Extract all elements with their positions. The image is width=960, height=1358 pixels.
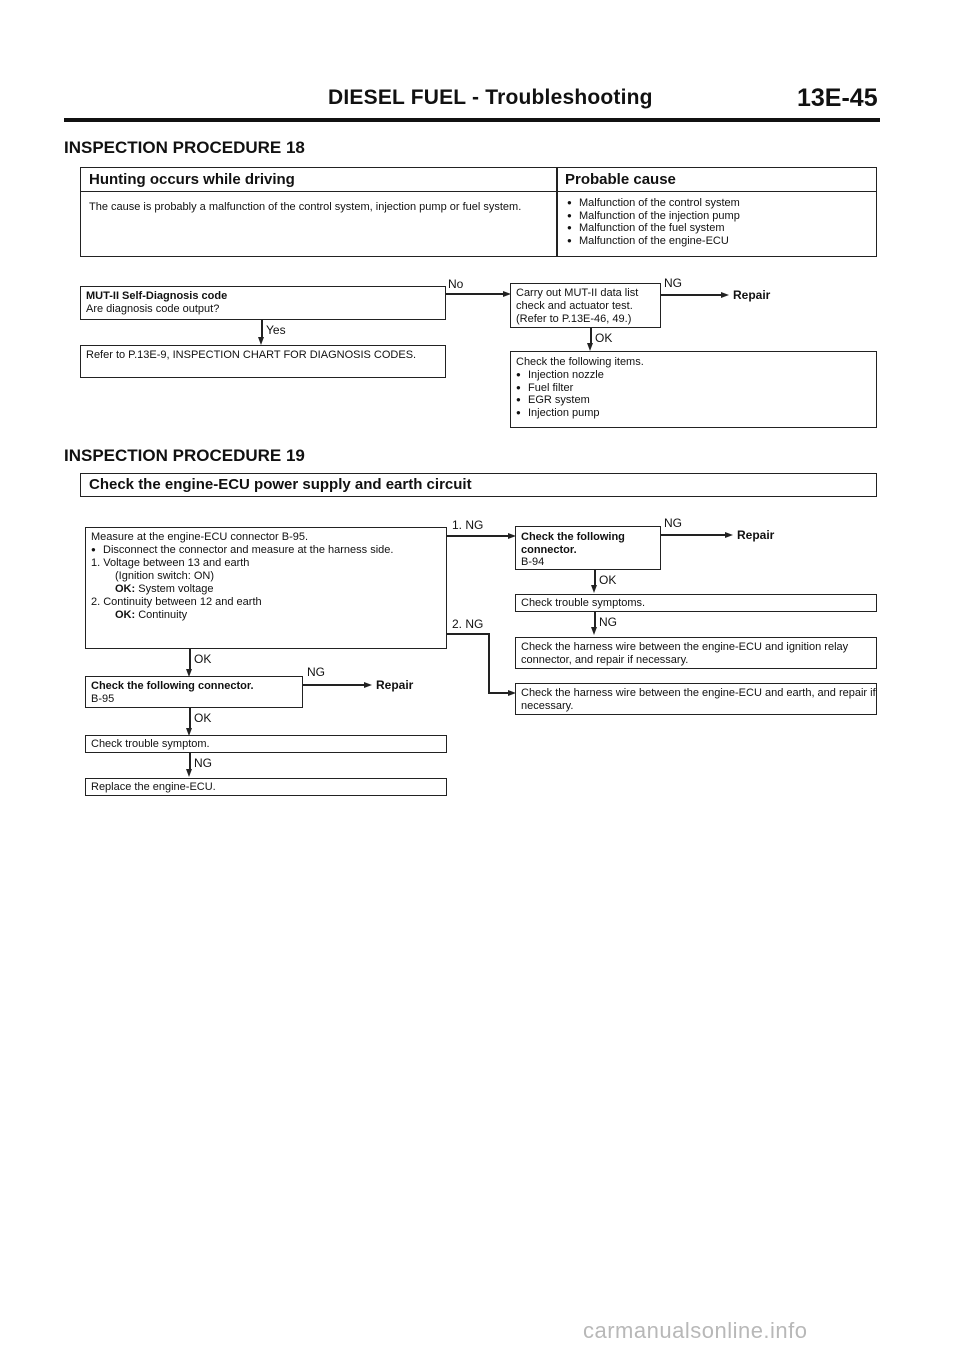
measure-bullet-list: [89, 544, 444, 557]
check-items-title: Check the following items.: [516, 356, 644, 368]
cause-item: ● Malfunction of the engine-ECU: [565, 235, 870, 248]
check-trouble-symptom: Check trouble symptom.: [91, 738, 210, 750]
yes-label: Yes: [266, 323, 286, 337]
check-connector-b95-title: Check the following connector.: [91, 680, 254, 692]
symptom-description: The cause is probably a malfunction of the control system, injection pump or fuel system.: [89, 201, 522, 213]
ng-1-label: 1. NG: [452, 518, 484, 532]
check-item: ● EGR system: [514, 394, 864, 407]
measure-line-1: Measure at the engine-ECU connector B-95.: [91, 531, 309, 543]
no-label: No: [448, 277, 464, 291]
ng-label: NG: [194, 756, 212, 770]
ok-label: OK: [194, 711, 212, 725]
procedure-18-symptom-table: [80, 167, 877, 257]
check-trouble-symptoms-box: [515, 594, 877, 612]
harness-ignition-box: [515, 637, 877, 669]
ng-label: NG: [307, 665, 325, 679]
mut-diagnosis-title: MUT-II Self-Diagnosis code: [86, 290, 228, 302]
procedure-19-title: INSPECTION PROCEDURE 19: [64, 446, 305, 465]
measure-item-1-sub: (Ignition switch: ON): [115, 570, 215, 582]
cause-item: ● Malfunction of the fuel system: [565, 222, 870, 235]
header-rule: [64, 118, 880, 122]
check-items-box: [510, 351, 877, 428]
ok-key: OK:: [115, 609, 136, 621]
probable-cause-list: [565, 197, 870, 247]
ok-label: OK: [599, 573, 617, 587]
ok-label: OK: [194, 652, 212, 666]
check-connector-b94-title: Check the following connector.: [521, 531, 625, 556]
mut-diagnosis-box: [80, 286, 446, 320]
measure-item-2-ok: [91, 609, 187, 622]
harness-earth-text: Check the harness wire between the engine-ECU and earth, and repair if necessary.: [521, 687, 876, 712]
connector-b95-code: B-95: [91, 693, 115, 705]
procedure-19-symptom-box: [80, 473, 877, 497]
check-item: ● Injection pump: [514, 407, 864, 420]
check-items-list: [514, 369, 864, 419]
mut-data-line-2: check and actuator test.: [516, 300, 633, 312]
ok-label: OK: [595, 331, 613, 345]
check-connector-b95-box: [85, 676, 303, 708]
check-item: ● Injection nozzle: [514, 369, 864, 382]
ng-2-label: 2. NG: [452, 617, 484, 631]
ng-label: NG: [664, 276, 682, 290]
ng-label: NG: [664, 516, 682, 530]
probable-cause-header: Probable cause: [565, 171, 676, 188]
mut-data-list-box: [510, 283, 661, 328]
procedure-18-title: INSPECTION PROCEDURE 18: [64, 138, 305, 157]
ok-key: OK:: [115, 583, 136, 595]
mut-diagnosis-question: Are diagnosis code output?: [86, 303, 220, 315]
ok-value: System voltage: [138, 583, 214, 595]
refer-chart-box: [80, 345, 446, 378]
replace-ecu-box: [85, 778, 447, 796]
ok-value: Continuity: [138, 609, 188, 621]
check-trouble-symptom-box: [85, 735, 447, 753]
page-number: 13E-45: [797, 84, 878, 112]
mut-data-line-1: Carry out MUT-II data list: [516, 287, 639, 299]
cause-item: ● Malfunction of the injection pump: [565, 210, 870, 223]
check-item: ● Fuel filter: [514, 382, 864, 395]
measure-bullet: ● Disconnect the connector and measure at the harness side.: [89, 544, 444, 557]
refer-chart-text: Refer to P.13E-9, INSPECTION CHART FOR DIAGNOSIS CODES.: [86, 349, 417, 361]
connector-b94-code: B-94: [521, 556, 545, 568]
repair-label: Repair: [737, 528, 775, 542]
harness-earth-box: [515, 683, 877, 715]
watermark: carmanualsonline.info: [583, 1318, 808, 1343]
measure-item-1-ok: [91, 583, 213, 596]
replace-ecu-text: Replace the engine-ECU.: [91, 781, 216, 793]
measure-item-2: 2. Continuity between 12 and earth: [91, 596, 262, 608]
measure-item-1: 1. Voltage between 13 and earth: [91, 557, 250, 569]
procedure-19-symptom: Check the engine-ECU power supply and earth circuit: [89, 476, 472, 493]
repair-label: Repair: [376, 678, 414, 692]
page-header-title: DIESEL FUEL - Troubleshooting: [328, 86, 653, 109]
symptom-header: Hunting occurs while driving: [89, 171, 295, 188]
check-trouble-symptoms: Check trouble symptoms.: [521, 597, 646, 609]
mut-data-line-3: (Refer to P.13E-46, 49.): [516, 313, 632, 325]
harness-ignition-text: Check the harness wire between the engine-ECU and ignition relay connector, and repair if necessary.: [521, 641, 849, 666]
repair-label: Repair: [733, 288, 771, 302]
measure-box: [85, 527, 447, 649]
cause-item: ● Malfunction of the control system: [565, 197, 870, 210]
ng-label: NG: [599, 615, 617, 629]
check-connector-b94-box: [515, 526, 661, 570]
